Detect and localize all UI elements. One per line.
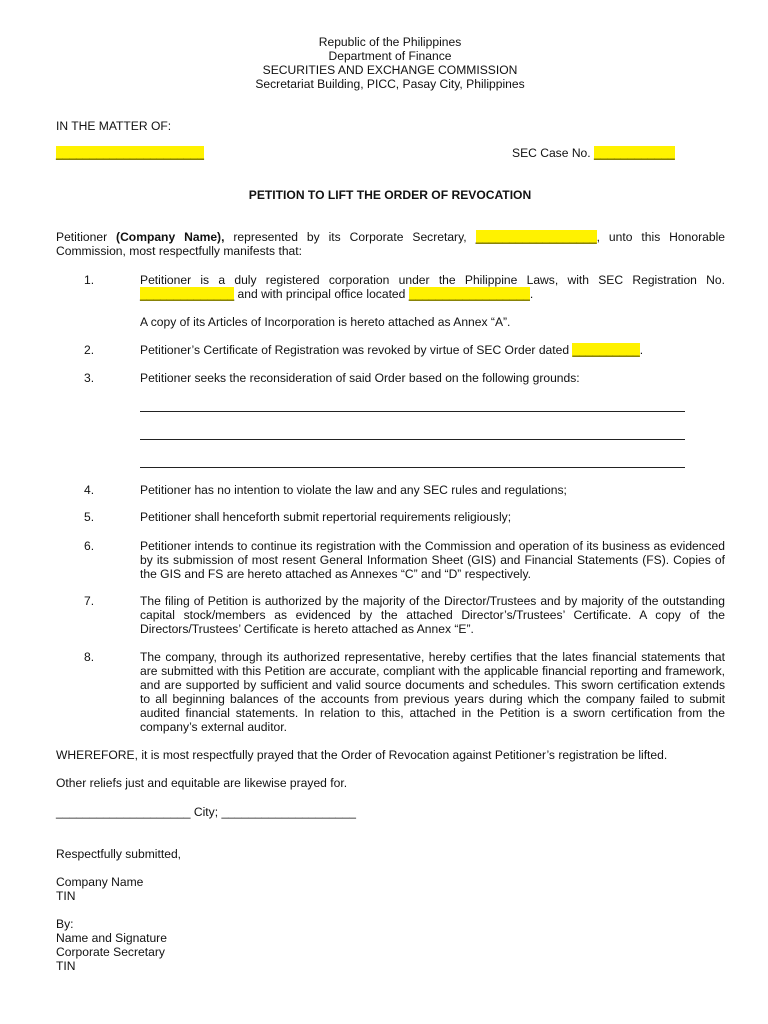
grounds-line-1[interactable] — [140, 411, 685, 412]
header-line-department: Department of Finance — [328, 49, 452, 63]
signatory-secretary-tin: TIN — [56, 959, 76, 973]
item-1-text-b: and with principal office located — [234, 287, 409, 301]
item-5-text: Petitioner shall henceforth submit repertorial requirements religiously; — [140, 510, 512, 524]
respectfully-submitted: Respectfully submitted, — [56, 847, 182, 861]
item-4-text: Petitioner has no intention to violate the law and any SEC rules and regulations; — [140, 483, 567, 497]
signatory-company-name: Company Name — [56, 875, 144, 889]
item-1-text-a: Petitioner is a duly registered corporation under the Philippine Laws, with SEC Registration No. — [140, 273, 725, 287]
principal-office-field[interactable]: __________________ — [408, 287, 530, 301]
item-2-text-a: Petitioner’s Certificate of Registration was revoked by virtue of SEC Order dated — [140, 343, 573, 357]
petition-title: PETITION TO LIFT THE ORDER OF REVOCATION — [248, 188, 532, 202]
document-header — [56, 35, 724, 91]
sec-registration-field[interactable]: ______________ — [140, 287, 235, 301]
signatory-name-signature: Name and Signature — [56, 931, 167, 945]
date-blank-field[interactable]: ____________________ — [221, 805, 356, 819]
item-1-annex: A copy of its Articles of Incorporation is hereto attached as Annex “A”. — [140, 315, 511, 329]
intro-paragraph — [56, 230, 725, 258]
item-2-text — [140, 343, 725, 357]
company-name-placeholder: (Company Name), — [116, 230, 225, 244]
grounds-line-3[interactable] — [140, 467, 685, 468]
item-2-text-b: . — [639, 343, 644, 357]
signatory-company-tin: TIN — [56, 889, 76, 903]
sec-case-line — [512, 146, 675, 160]
matter-label: IN THE MATTER OF: — [56, 119, 172, 133]
corporate-secretary-field[interactable]: __________________ — [475, 230, 597, 244]
item-8-text: The company, through its authorized representative, hereby certifies that the lates financial statements that are submitted with this Petition are accurate, compliant with the applicable financial reporting and framework, and are supported by sufficient and valid source documents and schedules. This sworn certification extends to all beginning balances of the accounts from previous years during which the company failed to submit audited financial statements. In relation to this, attached in the Petition is a sworn certification from the company’s external auditor. — [140, 650, 725, 734]
intro-text-a: Petitioner — [56, 230, 117, 244]
item-4-number: 4. — [84, 483, 95, 497]
wherefore-paragraph: WHEREFORE, it is most respectfully prayed that the Order of Revocation against Petitioner’s registration be lifted. — [56, 748, 668, 762]
signatory-corporate-secretary: Corporate Secretary — [56, 945, 165, 959]
item-1-text — [140, 273, 725, 301]
city-label: City; — [190, 805, 222, 819]
item-6-number: 6. — [84, 539, 95, 553]
header-line-republic: Republic of the Philippines — [318, 35, 462, 49]
intro-text-b: represented by its Corporate Secretary, — [224, 230, 476, 244]
item-1-number: 1. — [84, 273, 95, 287]
item-6-text: Petitioner intends to continue its registration with the Commission and operation of its business as evidenced by its submission of most resent General Information Sheet (GIS) and Financial Statements (FS). Copies of the GIS and FS are hereto attached as Annexes “C” and “D” respectively. — [140, 539, 725, 581]
sec-case-field[interactable]: ____________ — [594, 146, 675, 160]
by-label: By: — [56, 917, 74, 931]
matter-name-blank[interactable] — [56, 146, 204, 160]
grounds-line-2[interactable] — [140, 439, 685, 440]
item-2-number: 2. — [84, 343, 95, 357]
header-line-address: Secretariat Building, PICC, Pasay City, Philippines — [255, 77, 525, 91]
header-line-commission: SECURITIES AND EXCHANGE COMMISSION — [262, 63, 518, 77]
item-1-text-c: . — [529, 287, 534, 301]
other-reliefs-paragraph: Other reliefs just and equitable are likewise prayed for. — [56, 776, 348, 790]
item-3-number: 3. — [84, 371, 95, 385]
item-8-number: 8. — [84, 650, 95, 664]
item-7-text: The filing of Petition is authorized by the majority of the Director/Trustees and by majority of the outstanding capital stock/members as evidenced by the attached Director’s/Trustees’ Certificate. A copy of the Directors/Trustees’ Certificate is hereto attached as Annex “E”. — [140, 594, 725, 636]
matter-name-field[interactable]: ______________________ — [56, 146, 204, 160]
item-7-number: 7. — [84, 594, 95, 608]
item-5-number: 5. — [84, 510, 95, 524]
sec-case-label: SEC Case No. — [512, 146, 594, 160]
item-3-text: Petitioner seeks the reconsideration of said Order based on the following grounds: — [140, 371, 580, 385]
sec-order-date-field[interactable]: __________ — [572, 343, 640, 357]
place-blank-field[interactable]: ____________________ — [56, 805, 191, 819]
city-line — [56, 805, 356, 819]
intro-text-c: , unto this Honorable Commission, most respectfully manifests that: — [56, 230, 725, 258]
